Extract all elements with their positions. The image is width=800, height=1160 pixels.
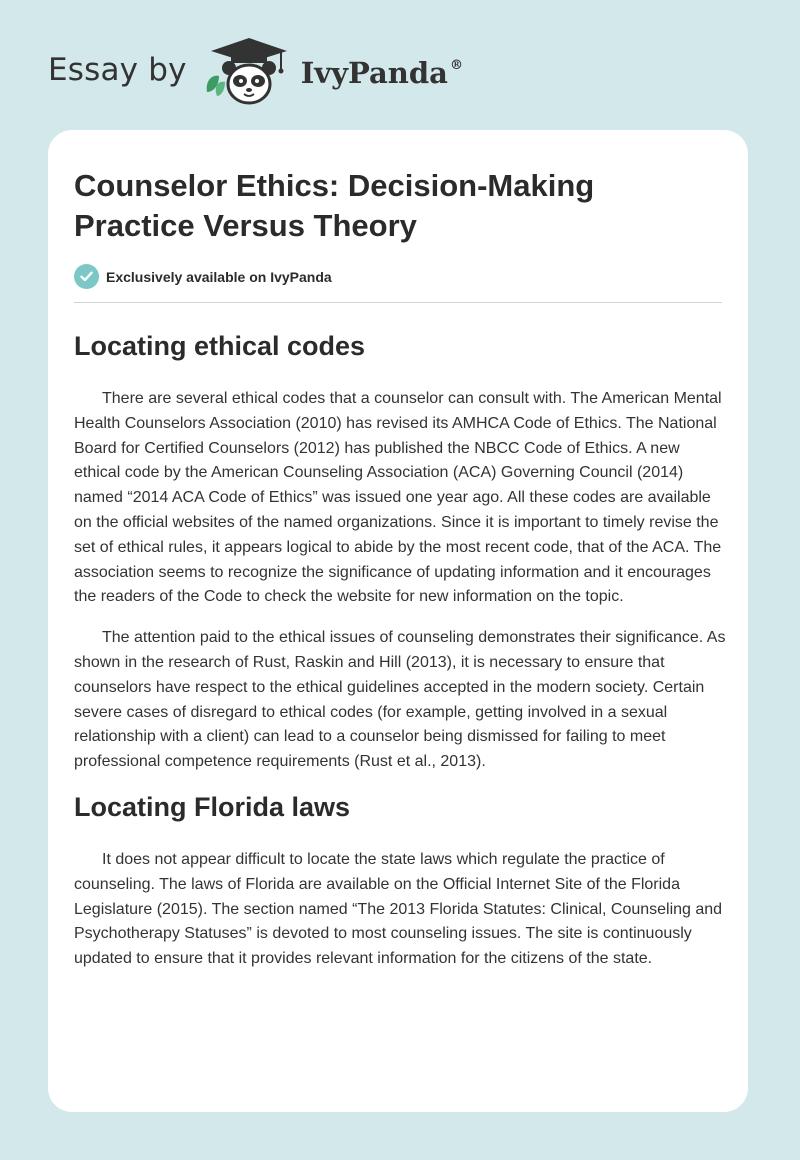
paragraph: It does not appear difficult to locate the state laws which regulate the practice of counseling. The laws of Florida are available on the Official Internet Site of the Florida Legislature (2015). The section named “The 2013 Florida Statutes: Clinical, Counseling and Psychotherapy Statuses” is devoted to most counseling issues. The site is continuously updated to ensure that it provides relevant information for the citizens of the state. [74,850,723,968]
divider [74,302,722,303]
page-title: Counselor Ethics: Decision-Making Practice Versus Theory [74,168,595,243]
brand-name[interactable] [301,56,463,90]
site-header [48,36,463,108]
section-heading-florida-laws: Locating Florida laws [74,791,351,822]
paragraph: The attention paid to the ethical issues of counseling demonstrates their significance. As shown in the research of Rust, Raskin and Hill (2013), it is necessary to ensure that counselors have respect to the ethical guidelines accepted in the modern society. Certain severe cases of disregard to ethical codes (for example, getting involved in a sexual relationship with a client) can lead to a counselor being dismissed for failing to meet professional competence requirements (Rust et al., 2013). [74,629,726,771]
paragraph: There are several ethical codes that a counselor can consult with. The American Mental Health Counselors Association (2010) has revised its AMHCA Code of Ethics. The National Board for Certified Counselors (2012) has published the NBCC Code of Ethics. A new ethical code by the American Counseling Association (ACA) Governing Council (2014) named “2014 ACA Code of Ethics” was issued one year ago. All these codes are available on the official websites of the named organizations. Since it is important to timely revise the set of ethical rules, it appears logical to abide by the most recent code, that of the ACA. The association seems to recognize the significance of updating information and it encourages the readers of the Code to check the website for new information on the topic. [74,390,722,606]
exclusive-badge [74,264,332,289]
essay-card [48,130,748,1112]
panda-graduate-icon[interactable] [201,36,297,108]
exclusive-label: Exclusively available on IvyPanda [106,268,332,285]
essay-by-label: Essay by [48,52,187,88]
brand-label: IvyPanda [300,56,448,90]
essay-body [74,322,726,972]
section-heading-ethical-codes: Locating ethical codes [74,331,366,361]
registered-mark: ® [449,58,463,73]
check-circle-icon [74,264,99,289]
